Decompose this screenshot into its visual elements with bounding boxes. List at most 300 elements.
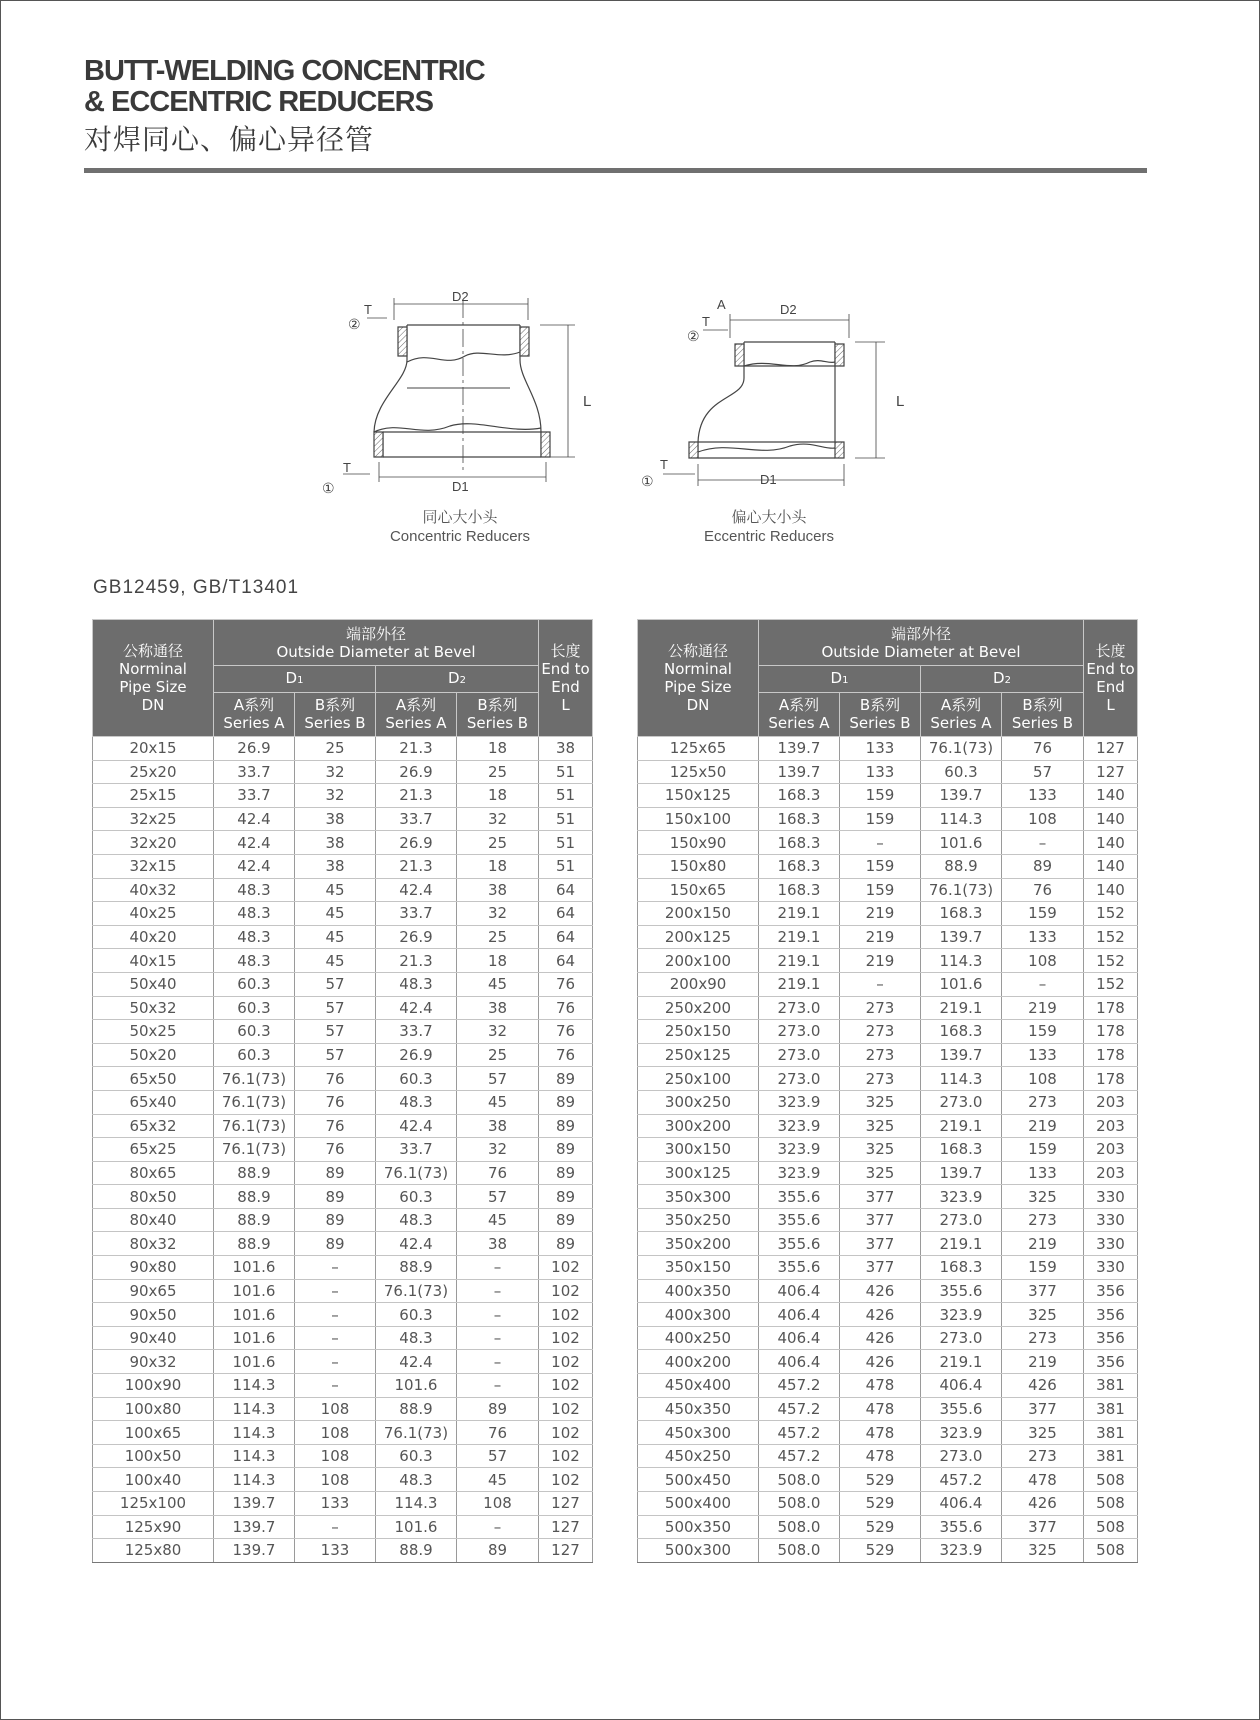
table-row bbox=[638, 1067, 1138, 1091]
cell-dn: 400x300 bbox=[638, 1303, 759, 1327]
table-row bbox=[93, 996, 593, 1020]
cell-d1-series-b: 133 bbox=[840, 760, 921, 784]
cell-d1-series-b: 478 bbox=[840, 1374, 921, 1398]
cell-d2-series-a: 21.3 bbox=[376, 854, 457, 878]
cell-d2-series-b: – bbox=[457, 1303, 539, 1327]
cell-length: 102 bbox=[539, 1421, 593, 1445]
cell-dn: 500x350 bbox=[638, 1515, 759, 1539]
cell-d2-series-a: 21.3 bbox=[376, 784, 457, 808]
cell-dn: 150x125 bbox=[638, 784, 759, 808]
cell-d2-series-a: 323.9 bbox=[921, 1421, 1002, 1445]
header-length: 长度 End to End L bbox=[539, 620, 593, 737]
cell-d2-series-a: 76.1(73) bbox=[376, 1279, 457, 1303]
cell-d1-series-b: 76 bbox=[295, 1090, 376, 1114]
cell-d1-series-a: 101.6 bbox=[214, 1279, 295, 1303]
cell-dn: 25x20 bbox=[93, 760, 214, 784]
cell-d1-series-a: 48.3 bbox=[214, 902, 295, 926]
cell-length: 89 bbox=[539, 1138, 593, 1162]
eccentric-reducer-labels bbox=[641, 297, 904, 545]
cell-d2-series-a: 60.3 bbox=[376, 1067, 457, 1091]
cell-d1-series-a: 60.3 bbox=[214, 972, 295, 996]
cell-d1-series-a: 457.2 bbox=[759, 1444, 840, 1468]
cell-d2-series-b: 133 bbox=[1002, 784, 1084, 808]
cell-length: 381 bbox=[1084, 1397, 1138, 1421]
cell-d2-series-b: – bbox=[457, 1256, 539, 1280]
cell-dn: 90x50 bbox=[93, 1303, 214, 1327]
header-d1: D1 bbox=[759, 666, 921, 692]
cell-d2-series-a: 48.3 bbox=[376, 1208, 457, 1232]
header-series-a: A系列 Series A bbox=[921, 692, 1002, 736]
cell-d2-series-b: 32 bbox=[457, 1020, 539, 1044]
cell-d2-series-a: 355.6 bbox=[921, 1515, 1002, 1539]
cell-dn: 125x80 bbox=[93, 1539, 214, 1563]
cell-d2-series-b: 219 bbox=[1002, 1350, 1084, 1374]
cell-length: 330 bbox=[1084, 1232, 1138, 1256]
cell-dn: 125x65 bbox=[638, 737, 759, 761]
cell-d1-series-a: 101.6 bbox=[214, 1303, 295, 1327]
cell-d1-series-b: 529 bbox=[840, 1539, 921, 1563]
cell-length: 89 bbox=[539, 1232, 593, 1256]
cell-d2-series-b: 325 bbox=[1002, 1303, 1084, 1327]
cell-d2-series-b: 159 bbox=[1002, 902, 1084, 926]
cell-d2-series-a: 21.3 bbox=[376, 737, 457, 761]
table-row bbox=[638, 1232, 1138, 1256]
cell-d1-series-a: 48.3 bbox=[214, 925, 295, 949]
cell-dn: 400x250 bbox=[638, 1326, 759, 1350]
reducer-diagrams bbox=[320, 280, 960, 555]
cell-d1-series-b: 325 bbox=[840, 1138, 921, 1162]
cell-d1-series-b: 273 bbox=[840, 1067, 921, 1091]
cell-length: 356 bbox=[1084, 1303, 1138, 1327]
table-row bbox=[93, 972, 593, 996]
cell-d2-series-b: 426 bbox=[1002, 1492, 1084, 1516]
cell-d2-series-b: 377 bbox=[1002, 1515, 1084, 1539]
cell-dn: 90x32 bbox=[93, 1350, 214, 1374]
cell-length: 89 bbox=[539, 1067, 593, 1091]
svg-text:T: T bbox=[364, 302, 372, 317]
cell-length: 102 bbox=[539, 1326, 593, 1350]
cell-d2-series-a: 26.9 bbox=[376, 831, 457, 855]
cell-d2-series-a: 60.3 bbox=[376, 1444, 457, 1468]
cell-d1-series-b: 219 bbox=[840, 949, 921, 973]
cell-d1-series-b: 426 bbox=[840, 1279, 921, 1303]
cell-d1-series-b: – bbox=[295, 1515, 376, 1539]
cell-dn: 90x65 bbox=[93, 1279, 214, 1303]
cell-d2-series-b: – bbox=[457, 1326, 539, 1350]
cell-dn: 450x350 bbox=[638, 1397, 759, 1421]
cell-d2-series-a: 42.4 bbox=[376, 1114, 457, 1138]
cell-d1-series-a: 406.4 bbox=[759, 1303, 840, 1327]
cell-d1-series-b: 57 bbox=[295, 996, 376, 1020]
cell-d2-series-b: 45 bbox=[457, 972, 539, 996]
cell-d1-series-b: 89 bbox=[295, 1232, 376, 1256]
cell-d2-series-a: 88.9 bbox=[376, 1256, 457, 1280]
cell-d2-series-b: 76 bbox=[457, 1161, 539, 1185]
cell-dn: 50x25 bbox=[93, 1020, 214, 1044]
header-series-a: A系列 Series A bbox=[759, 692, 840, 736]
svg-text:D2: D2 bbox=[452, 289, 469, 304]
cell-d2-series-a: 42.4 bbox=[376, 1350, 457, 1374]
cell-length: 140 bbox=[1084, 878, 1138, 902]
cell-length: 381 bbox=[1084, 1444, 1138, 1468]
cell-d1-series-b: – bbox=[840, 972, 921, 996]
cell-dn: 200x100 bbox=[638, 949, 759, 973]
cell-d1-series-a: 76.1(73) bbox=[214, 1114, 295, 1138]
table-row bbox=[93, 949, 593, 973]
table-row bbox=[638, 925, 1138, 949]
cell-d2-series-b: 478 bbox=[1002, 1468, 1084, 1492]
cell-d2-series-b: 38 bbox=[457, 996, 539, 1020]
cell-d1-series-a: 88.9 bbox=[214, 1208, 295, 1232]
cell-length: 51 bbox=[539, 807, 593, 831]
cell-d2-series-a: 76.1(73) bbox=[921, 737, 1002, 761]
svg-text:T: T bbox=[702, 314, 710, 329]
cell-length: 51 bbox=[539, 831, 593, 855]
table-row bbox=[93, 737, 593, 761]
cell-length: 102 bbox=[539, 1350, 593, 1374]
cell-d1-series-b: 89 bbox=[295, 1161, 376, 1185]
cell-d2-series-b: 25 bbox=[457, 925, 539, 949]
svg-text:L: L bbox=[896, 393, 905, 410]
cell-dn: 100x90 bbox=[93, 1374, 214, 1398]
table-row bbox=[638, 1326, 1138, 1350]
table-row bbox=[93, 1492, 593, 1516]
table-row bbox=[93, 1020, 593, 1044]
cell-d2-series-b: – bbox=[457, 1279, 539, 1303]
cell-d1-series-b: 89 bbox=[295, 1185, 376, 1209]
cell-d1-series-a: 101.6 bbox=[214, 1350, 295, 1374]
cell-d1-series-a: 273.0 bbox=[759, 996, 840, 1020]
cell-length: 102 bbox=[539, 1374, 593, 1398]
cell-d1-series-b: 426 bbox=[840, 1326, 921, 1350]
cell-d1-series-a: 76.1(73) bbox=[214, 1138, 295, 1162]
cell-d2-series-b: 219 bbox=[1002, 1232, 1084, 1256]
cell-dn: 80x65 bbox=[93, 1161, 214, 1185]
page-title-en bbox=[84, 56, 485, 118]
cell-d1-series-b: 45 bbox=[295, 925, 376, 949]
cell-length: 64 bbox=[539, 902, 593, 926]
table-left-body bbox=[93, 737, 593, 1563]
table-row bbox=[638, 1090, 1138, 1114]
cell-d1-series-b: 38 bbox=[295, 854, 376, 878]
cell-d1-series-a: 48.3 bbox=[214, 878, 295, 902]
title-line-2: & ECCENTRIC REDUCERS bbox=[84, 86, 433, 118]
cell-d1-series-b: 159 bbox=[840, 878, 921, 902]
cell-d1-series-b: 325 bbox=[840, 1090, 921, 1114]
cell-length: 102 bbox=[539, 1303, 593, 1327]
cell-length: 203 bbox=[1084, 1161, 1138, 1185]
cell-d2-series-b: 273 bbox=[1002, 1444, 1084, 1468]
table-row bbox=[93, 1350, 593, 1374]
cell-d1-series-a: 60.3 bbox=[214, 1043, 295, 1067]
cell-d1-series-a: 139.7 bbox=[759, 760, 840, 784]
cell-d1-series-b: 76 bbox=[295, 1067, 376, 1091]
cell-d2-series-a: 26.9 bbox=[376, 760, 457, 784]
standard-reference: GB12459, GB/T13401 bbox=[93, 577, 300, 598]
cell-dn: 300x250 bbox=[638, 1090, 759, 1114]
cell-length: 508 bbox=[1084, 1468, 1138, 1492]
cell-d1-series-a: 406.4 bbox=[759, 1279, 840, 1303]
cell-dn: 25x15 bbox=[93, 784, 214, 808]
cell-length: 356 bbox=[1084, 1350, 1138, 1374]
cell-dn: 400x350 bbox=[638, 1279, 759, 1303]
cell-d1-series-a: 457.2 bbox=[759, 1374, 840, 1398]
table-row bbox=[638, 1374, 1138, 1398]
cell-d1-series-a: 508.0 bbox=[759, 1468, 840, 1492]
cell-d2-series-a: 355.6 bbox=[921, 1397, 1002, 1421]
cell-d1-series-a: 457.2 bbox=[759, 1421, 840, 1445]
cell-length: 178 bbox=[1084, 1043, 1138, 1067]
cell-d2-series-a: 139.7 bbox=[921, 1161, 1002, 1185]
cell-d2-series-a: 33.7 bbox=[376, 807, 457, 831]
cell-length: 102 bbox=[539, 1279, 593, 1303]
cell-d1-series-b: 426 bbox=[840, 1303, 921, 1327]
cell-d2-series-a: 60.3 bbox=[376, 1185, 457, 1209]
cell-length: 140 bbox=[1084, 854, 1138, 878]
cell-d2-series-b: 32 bbox=[457, 807, 539, 831]
cell-dn: 150x90 bbox=[638, 831, 759, 855]
cell-d2-series-b: 108 bbox=[1002, 949, 1084, 973]
cell-d1-series-a: 88.9 bbox=[214, 1185, 295, 1209]
cell-length: 381 bbox=[1084, 1421, 1138, 1445]
header-d2: D2 bbox=[921, 666, 1084, 692]
table-row bbox=[93, 1208, 593, 1232]
cell-length: 51 bbox=[539, 784, 593, 808]
cell-d1-series-a: 323.9 bbox=[759, 1138, 840, 1162]
cell-d1-series-a: 139.7 bbox=[214, 1515, 295, 1539]
table-row bbox=[93, 1256, 593, 1280]
cell-d1-series-a: 33.7 bbox=[214, 784, 295, 808]
cell-dn: 250x125 bbox=[638, 1043, 759, 1067]
cell-dn: 500x450 bbox=[638, 1468, 759, 1492]
table-row bbox=[93, 1043, 593, 1067]
cell-d1-series-b: 45 bbox=[295, 878, 376, 902]
header-outside-diameter: 端部外径 Outside Diameter at Bevel bbox=[759, 620, 1084, 666]
table-row bbox=[638, 1421, 1138, 1445]
cell-dn: 450x250 bbox=[638, 1444, 759, 1468]
cell-d1-series-b: 273 bbox=[840, 1020, 921, 1044]
cell-d1-series-a: 323.9 bbox=[759, 1114, 840, 1138]
header-series-a: A系列 Series A bbox=[214, 692, 295, 736]
cell-d2-series-a: 60.3 bbox=[376, 1303, 457, 1327]
cell-d1-series-a: 26.9 bbox=[214, 737, 295, 761]
cell-d1-series-a: 88.9 bbox=[214, 1161, 295, 1185]
table-row bbox=[638, 1161, 1138, 1185]
cell-dn: 250x150 bbox=[638, 1020, 759, 1044]
cell-dn: 65x50 bbox=[93, 1067, 214, 1091]
cell-d2-series-a: 26.9 bbox=[376, 925, 457, 949]
cell-d1-series-a: 406.4 bbox=[759, 1350, 840, 1374]
cell-dn: 500x300 bbox=[638, 1539, 759, 1563]
table-row bbox=[638, 1114, 1138, 1138]
cell-d2-series-b: 133 bbox=[1002, 925, 1084, 949]
table-row bbox=[93, 1138, 593, 1162]
cell-d2-series-b: 38 bbox=[457, 1232, 539, 1256]
table-row bbox=[638, 972, 1138, 996]
cell-length: 89 bbox=[539, 1114, 593, 1138]
cell-length: 127 bbox=[539, 1492, 593, 1516]
cell-length: 51 bbox=[539, 854, 593, 878]
title-divider bbox=[84, 168, 1147, 173]
cell-dn: 90x40 bbox=[93, 1326, 214, 1350]
cell-d2-series-b: 18 bbox=[457, 949, 539, 973]
table-row bbox=[638, 902, 1138, 926]
table-row bbox=[93, 1421, 593, 1445]
table-row bbox=[93, 1515, 593, 1539]
cell-d2-series-b: 159 bbox=[1002, 1020, 1084, 1044]
cell-d1-series-b: – bbox=[295, 1279, 376, 1303]
cell-dn: 350x250 bbox=[638, 1208, 759, 1232]
cell-d2-series-b: 377 bbox=[1002, 1279, 1084, 1303]
cell-d2-series-b: 45 bbox=[457, 1468, 539, 1492]
cell-d2-series-a: 273.0 bbox=[921, 1208, 1002, 1232]
cell-d2-series-b: 32 bbox=[457, 1138, 539, 1162]
cell-d1-series-b: 159 bbox=[840, 807, 921, 831]
cell-d2-series-b: 45 bbox=[457, 1090, 539, 1114]
table-row bbox=[638, 760, 1138, 784]
cell-dn: 32x20 bbox=[93, 831, 214, 855]
cell-d1-series-b: 377 bbox=[840, 1232, 921, 1256]
cell-d2-series-b: 377 bbox=[1002, 1397, 1084, 1421]
cell-d1-series-b: 108 bbox=[295, 1397, 376, 1421]
table-row bbox=[638, 1492, 1138, 1516]
cell-length: 76 bbox=[539, 1043, 593, 1067]
cell-dn: 40x32 bbox=[93, 878, 214, 902]
cell-d1-series-a: 406.4 bbox=[759, 1326, 840, 1350]
table-row bbox=[93, 1185, 593, 1209]
cell-d2-series-a: 139.7 bbox=[921, 1043, 1002, 1067]
cell-d1-series-a: 273.0 bbox=[759, 1043, 840, 1067]
cell-d2-series-b: 219 bbox=[1002, 1114, 1084, 1138]
cell-d1-series-b: 529 bbox=[840, 1492, 921, 1516]
cell-length: 127 bbox=[1084, 760, 1138, 784]
table-row bbox=[638, 831, 1138, 855]
cell-length: 127 bbox=[539, 1515, 593, 1539]
cell-length: 89 bbox=[539, 1208, 593, 1232]
cell-d1-series-a: 114.3 bbox=[214, 1374, 295, 1398]
cell-d1-series-a: 168.3 bbox=[759, 807, 840, 831]
table-row bbox=[93, 1539, 593, 1563]
cell-dn: 400x200 bbox=[638, 1350, 759, 1374]
cell-dn: 80x32 bbox=[93, 1232, 214, 1256]
cell-d2-series-b: 76 bbox=[457, 1421, 539, 1445]
cell-d2-series-b: 133 bbox=[1002, 1043, 1084, 1067]
table-row bbox=[638, 949, 1138, 973]
cell-d2-series-a: 48.3 bbox=[376, 1090, 457, 1114]
svg-text:①: ① bbox=[322, 480, 335, 496]
cell-dn: 32x25 bbox=[93, 807, 214, 831]
cell-dn: 250x100 bbox=[638, 1067, 759, 1091]
cell-d1-series-a: 42.4 bbox=[214, 807, 295, 831]
cell-dn: 80x50 bbox=[93, 1185, 214, 1209]
cell-d2-series-a: 168.3 bbox=[921, 1020, 1002, 1044]
table-row bbox=[93, 1161, 593, 1185]
cell-d1-series-b: – bbox=[295, 1374, 376, 1398]
table-row bbox=[93, 1444, 593, 1468]
cell-d1-series-b: 133 bbox=[295, 1539, 376, 1563]
cell-d2-series-b: 325 bbox=[1002, 1539, 1084, 1563]
cell-d1-series-a: 48.3 bbox=[214, 949, 295, 973]
cell-dn: 300x200 bbox=[638, 1114, 759, 1138]
cell-dn: 50x32 bbox=[93, 996, 214, 1020]
cell-d2-series-b: 76 bbox=[1002, 878, 1084, 902]
cell-d2-series-b: 18 bbox=[457, 737, 539, 761]
cell-dn: 50x20 bbox=[93, 1043, 214, 1067]
svg-text:A: A bbox=[717, 297, 726, 312]
cell-dn: 150x100 bbox=[638, 807, 759, 831]
cell-dn: 250x200 bbox=[638, 996, 759, 1020]
cell-d2-series-a: 273.0 bbox=[921, 1326, 1002, 1350]
cell-d1-series-a: 139.7 bbox=[214, 1539, 295, 1563]
cell-dn: 100x65 bbox=[93, 1421, 214, 1445]
cell-d2-series-b: 159 bbox=[1002, 1256, 1084, 1280]
table-row bbox=[93, 1397, 593, 1421]
cell-d1-series-a: 273.0 bbox=[759, 1067, 840, 1091]
cell-d1-series-b: 57 bbox=[295, 1043, 376, 1067]
table-row bbox=[638, 1043, 1138, 1067]
cell-d2-series-a: 48.3 bbox=[376, 1326, 457, 1350]
cell-d2-series-b: 38 bbox=[457, 878, 539, 902]
cell-d2-series-a: 114.3 bbox=[921, 949, 1002, 973]
cell-d1-series-b: 529 bbox=[840, 1468, 921, 1492]
cell-d1-series-b: 76 bbox=[295, 1114, 376, 1138]
cell-d1-series-b: 108 bbox=[295, 1468, 376, 1492]
cell-d2-series-a: 114.3 bbox=[921, 1067, 1002, 1091]
cell-d1-series-b: 273 bbox=[840, 1043, 921, 1067]
cell-d2-series-a: 114.3 bbox=[921, 807, 1002, 831]
cell-d2-series-b: 89 bbox=[1002, 854, 1084, 878]
cell-dn: 350x200 bbox=[638, 1232, 759, 1256]
table-row bbox=[638, 1256, 1138, 1280]
cell-d1-series-a: 508.0 bbox=[759, 1492, 840, 1516]
cell-d2-series-a: 101.6 bbox=[921, 831, 1002, 855]
table-row bbox=[93, 784, 593, 808]
cell-length: 76 bbox=[539, 972, 593, 996]
cell-d1-series-b: 57 bbox=[295, 972, 376, 996]
svg-text:同心大小头: 同心大小头 bbox=[422, 508, 498, 526]
cell-d1-series-b: 377 bbox=[840, 1208, 921, 1232]
cell-d2-series-a: 323.9 bbox=[921, 1539, 1002, 1563]
cell-d1-series-b: 57 bbox=[295, 1020, 376, 1044]
cell-d2-series-a: 101.6 bbox=[376, 1515, 457, 1539]
cell-d1-series-b: 32 bbox=[295, 760, 376, 784]
cell-d2-series-b: 108 bbox=[457, 1492, 539, 1516]
cell-d1-series-b: 478 bbox=[840, 1444, 921, 1468]
table-row bbox=[93, 1114, 593, 1138]
cell-d2-series-b: – bbox=[457, 1374, 539, 1398]
svg-text:T: T bbox=[660, 457, 668, 472]
table-row bbox=[638, 1468, 1138, 1492]
cell-d2-series-b: 133 bbox=[1002, 1161, 1084, 1185]
table-row bbox=[93, 1279, 593, 1303]
cell-length: 178 bbox=[1084, 996, 1138, 1020]
svg-text:偏心大小头: 偏心大小头 bbox=[731, 508, 807, 526]
cell-dn: 80x40 bbox=[93, 1208, 214, 1232]
cell-d2-series-b: 18 bbox=[457, 854, 539, 878]
cell-dn: 65x32 bbox=[93, 1114, 214, 1138]
cell-d1-series-a: 219.1 bbox=[759, 949, 840, 973]
cell-d1-series-a: 168.3 bbox=[759, 831, 840, 855]
table-row bbox=[638, 1185, 1138, 1209]
cell-length: 203 bbox=[1084, 1114, 1138, 1138]
table-row bbox=[638, 1515, 1138, 1539]
svg-text:D1: D1 bbox=[760, 472, 777, 487]
cell-dn: 40x15 bbox=[93, 949, 214, 973]
cell-length: 381 bbox=[1084, 1374, 1138, 1398]
table-row bbox=[93, 1468, 593, 1492]
cell-d1-series-a: 355.6 bbox=[759, 1208, 840, 1232]
cell-length: 76 bbox=[539, 996, 593, 1020]
